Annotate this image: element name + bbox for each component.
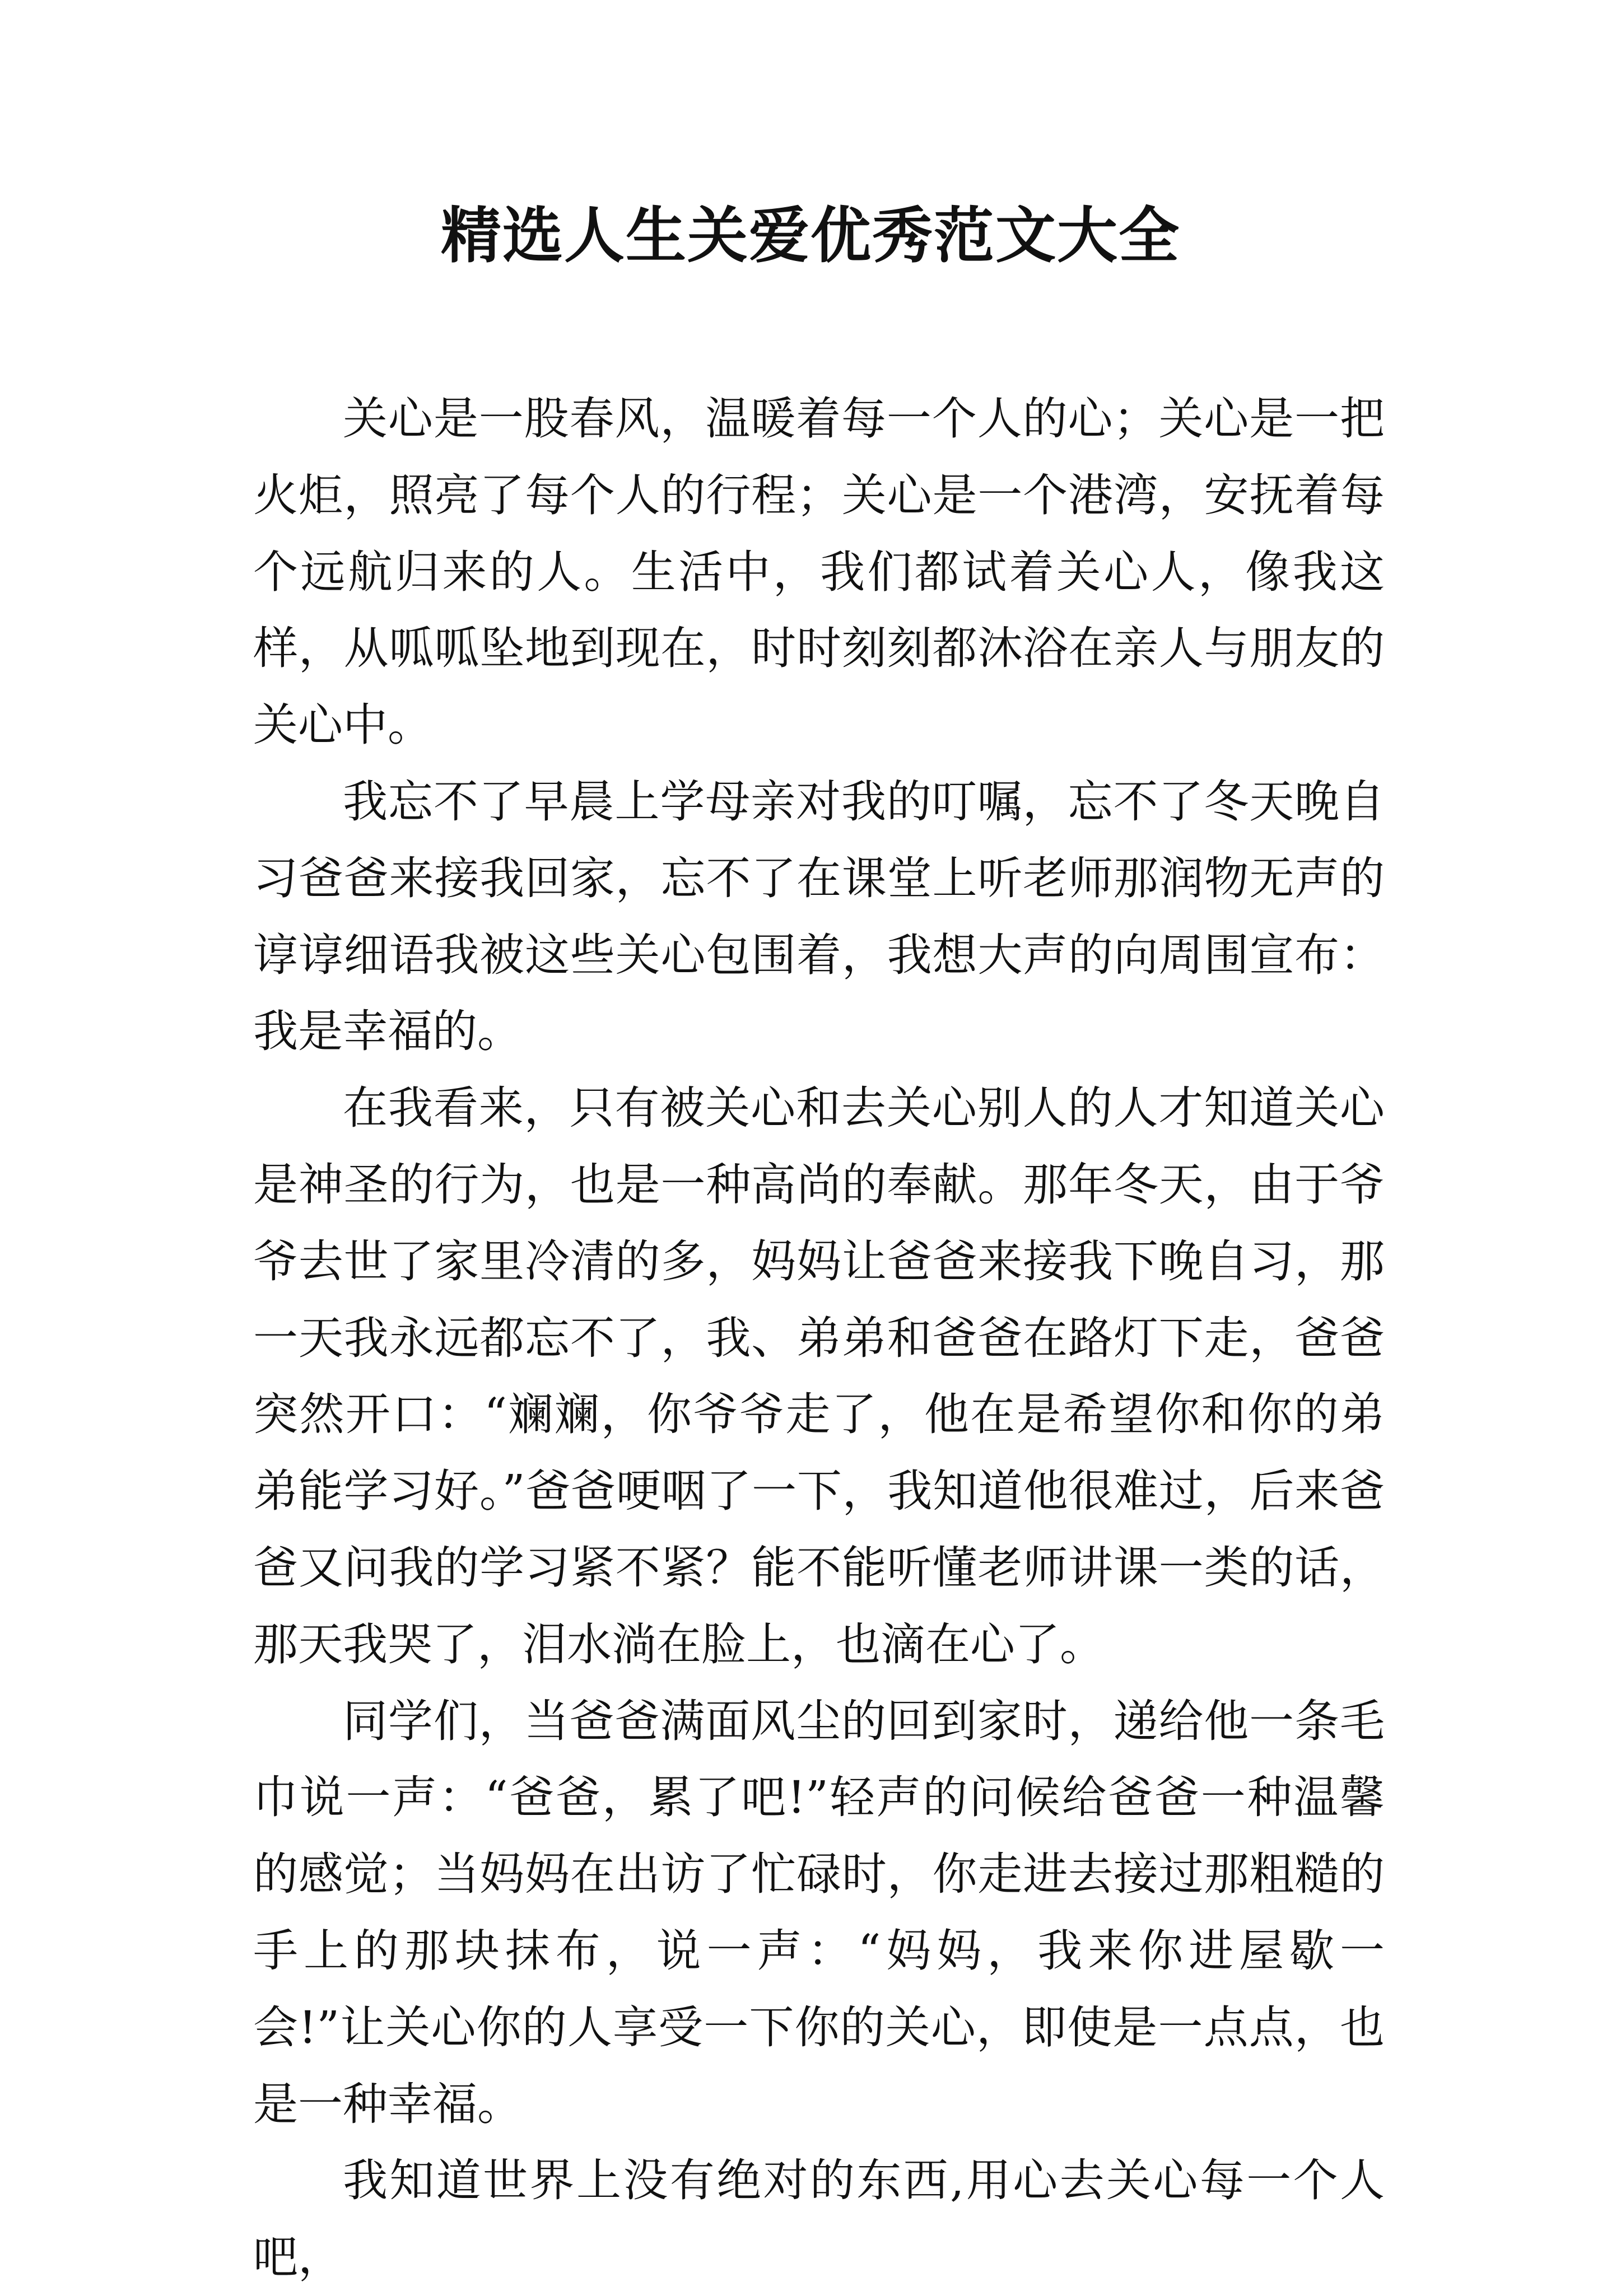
document-body bbox=[253, 381, 1385, 2296]
paragraph-4: 同学们，当爸爸满面风尘的回到家时，递给他一条毛巾说一声：“爸爸，累了吧!”轻声的问候给爸爸一种温馨的感觉；当妈妈在出访了忙碌时，你走进去接过那粗糙的手上的那块抹布，说一声：“妈妈，我来你进屋歇一会!”让关心你的人享受一下你的关心，即使是一点点，也是一种幸福。 bbox=[253, 1695, 1385, 2130]
paragraph-1: 关心是一股春风，温暖着每一个人的心；关心是一把火炬，照亮了每个人的行程；关心是一个港湾，安抚着每个远航归来的人。生活中，我们都试着关心人，像我这样，从呱呱坠地到现在，时时刻刻都沐浴在亲人与朋友的关心中。 bbox=[253, 393, 1385, 752]
paragraph-5: 我知道世界上没有绝对的东西,用心去关心每一个人吧， bbox=[253, 2154, 1385, 2284]
paragraph-2: 我忘不了早晨上学母亲对我的叮嘱，忘不了冬天晚自习爸爸来接我回家，忘不了在课堂上听老师那润物无声的谆谆细语我被这些关心包围着，我想大声的向周围宣布：我是幸福的。 bbox=[253, 775, 1385, 1058]
page-title: 精选人生关爱优秀范文大全 bbox=[440, 201, 1180, 271]
paragraph-3: 在我看来，只有被关心和去关心别人的人才知道关心是神圣的行为，也是一种高尚的奉献。那年冬天，由于爷爷去世了家里冷清的多，妈妈让爸爸来接我下晚自习，那一天我永远都忘不了，我、弟弟和爸爸在路灯下走，爸爸突然开口：“斓斓，你爷爷走了，他在是希望你和你的弟弟能学习好。”爸爸哽咽了一下，我知道他很难过，后来爸爸又问我的学习紧不紧？能不能听懂老师讲课一类的话，那天我哭了，泪水淌在脸上，也滴在心了。 bbox=[253, 1082, 1385, 1670]
